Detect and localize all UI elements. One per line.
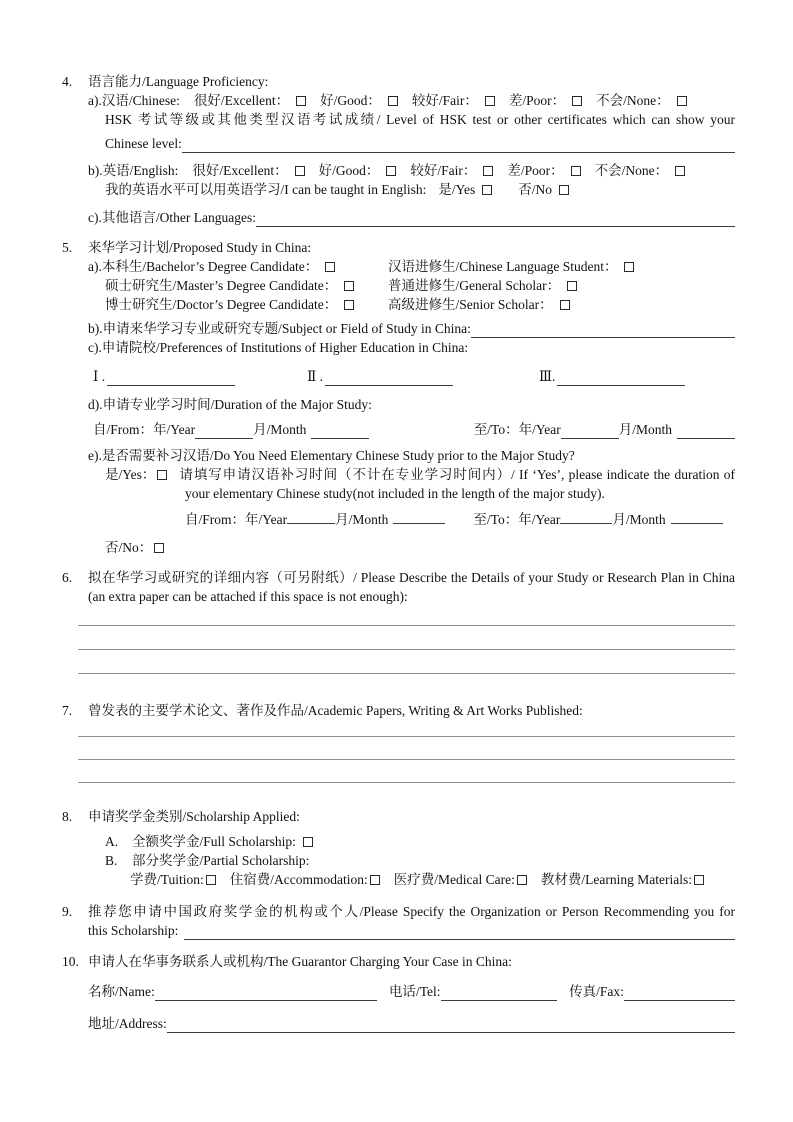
elem-from-month-field[interactable] — [393, 523, 445, 524]
address-label: 地址/Address: — [88, 1016, 167, 1031]
spacer — [369, 420, 473, 439]
checkbox-doctor[interactable] — [344, 300, 354, 310]
checkbox-chinese-good[interactable] — [388, 96, 398, 106]
from-label: 自/From： — [185, 512, 246, 527]
study-plan-title-line2: (an extra paper can be attached if this space is not enough): — [88, 589, 408, 604]
general-scholar-option — [388, 276, 735, 295]
option-label: 很好/Excellent： — [192, 163, 288, 178]
duration-label: d).申请专业学习时间/Duration of the Major Study: — [88, 397, 372, 412]
option-label: 差/Poor： — [508, 93, 566, 108]
option-label: 很好/Excellent： — [193, 93, 290, 108]
major-from-month-field[interactable] — [311, 420, 369, 439]
checkbox-master[interactable] — [344, 281, 354, 291]
bachelor-label: a).本科生/Bachelor’s Degree Candidate： — [88, 259, 319, 274]
elementary-chinese-question: e).是否需要补习汉语/Do You Need Elementary Chinese Study prior to the Major Study? — [88, 448, 575, 463]
section-number: 7. — [62, 703, 73, 718]
option-marker-b: B. — [105, 853, 118, 868]
checkbox-english-excellent[interactable] — [295, 166, 305, 176]
checkbox-tuition[interactable] — [206, 875, 216, 885]
checkbox-english-fair[interactable] — [483, 166, 493, 176]
chinese-level-label: Chinese level: — [105, 136, 182, 151]
from-label: 自/From： — [93, 422, 154, 437]
elementary-chinese-yes-row — [88, 465, 735, 484]
full-scholarship-row — [88, 832, 735, 851]
publications-write-line-1[interactable] — [78, 720, 735, 737]
month-label: 月/Month — [335, 512, 389, 527]
guarantor-contact-row — [88, 982, 735, 1001]
roman-one: Ⅰ . — [93, 369, 106, 384]
option-label: 好/Good： — [320, 93, 381, 108]
guarantor-address-field[interactable] — [167, 1014, 735, 1033]
tel-label: 电话/Tel: — [388, 984, 441, 999]
hsk-certificates-line: HSK 考试等级或其他类型汉语考试成绩/ Level of HSK test or other certificates which can show your — [105, 112, 735, 127]
chinese-proficiency-row — [88, 91, 735, 110]
section-number: 9. — [62, 904, 73, 919]
section-title: 来华学习计划/Proposed Study in China: — [88, 240, 312, 255]
study-plan-write-line-3[interactable] — [78, 650, 735, 674]
other-languages-label: c).其他语言/Other Languages: — [88, 210, 256, 225]
institution-preferences-row — [88, 367, 735, 386]
section-proposed-study — [62, 238, 735, 557]
option-label: 好/Good： — [318, 163, 380, 178]
subject-field-row — [88, 319, 735, 338]
study-plan-write-line-2[interactable] — [78, 626, 735, 650]
to-label: 至/To： — [473, 422, 519, 437]
major-study-duration-row — [88, 420, 735, 439]
option-marker-a: A. — [105, 834, 119, 849]
section-scholarship-applied — [62, 807, 735, 889]
checkbox-full-scholarship[interactable] — [303, 837, 313, 847]
partial-scholarship-row — [88, 851, 735, 870]
month-label: 月/Month — [618, 422, 672, 437]
checkbox-accommodation[interactable] — [370, 875, 380, 885]
year-label: 年/Year — [153, 422, 196, 437]
section-title: 语言能力/Language Proficiency: — [88, 74, 269, 89]
other-languages-row — [88, 208, 735, 227]
section-number: 10. — [62, 954, 79, 969]
checkbox-taught-english-no[interactable] — [559, 185, 569, 195]
elementary-duration-row — [88, 510, 735, 529]
subject-field-label: b).申请来华学习专业或研究专题/Subject or Field of Study in China: — [88, 321, 471, 336]
checkbox-english-none[interactable] — [675, 166, 685, 176]
section-number: 5. — [62, 240, 73, 255]
english-label: b).英语/English: — [88, 163, 179, 178]
roman-two: Ⅱ . — [307, 369, 324, 384]
master-option — [88, 276, 388, 295]
option-label: 较好/Fair： — [411, 93, 478, 108]
option-label: 不会/None： — [596, 93, 670, 108]
year-label: 年/Year — [245, 512, 288, 527]
elem-to-year-field[interactable] — [560, 523, 612, 524]
partial-scholarship-label: 部分奖学金/Partial Scholarship: — [132, 853, 310, 868]
section-guarantor — [62, 952, 735, 1033]
bachelor-option — [88, 257, 388, 276]
chinese-level-field[interactable] — [182, 134, 735, 153]
guarantor-name-field[interactable] — [155, 982, 377, 1001]
checkbox-medical-care[interactable] — [517, 875, 527, 885]
elem-from-year-field[interactable] — [287, 523, 335, 524]
this-scholarship-label: this Scholarship: — [88, 923, 179, 938]
other-languages-field[interactable] — [256, 208, 735, 227]
study-plan-write-line-1[interactable] — [78, 606, 735, 626]
section-number: 4. — [62, 74, 73, 89]
section-recommending-org — [62, 902, 735, 940]
senior-scholar-label: 高级进修生/Senior Scholar： — [388, 297, 553, 312]
taught-in-english-row — [88, 180, 735, 199]
checkbox-chinese-fair[interactable] — [485, 96, 495, 106]
subject-field-input[interactable] — [471, 319, 735, 338]
no-label: 否/No： — [105, 540, 153, 555]
checkbox-bachelor[interactable] — [325, 262, 335, 272]
general-scholar-label: 普通进修生/General Scholar： — [388, 278, 561, 293]
no-label: 否/No — [518, 182, 552, 197]
institution-1-field[interactable] — [107, 367, 235, 386]
recommending-title-line2-row — [88, 921, 735, 940]
option-label: 不会/None： — [594, 163, 669, 178]
chinese-language-student-option — [388, 257, 735, 276]
chinese-language-student-label: 汉语进修生/Chinese Language Student： — [388, 259, 618, 274]
institution-3-field[interactable] — [557, 367, 685, 386]
study-plan-title-line1: 拟在华学习或研究的详细内容（可另附纸）/ Please Describe the Details of your Study or Research Plan in China — [88, 570, 735, 585]
checkbox-elementary-chinese-no[interactable] — [154, 543, 164, 553]
year-label: 年/Year — [518, 422, 561, 437]
option-label: 较好/Fair： — [410, 163, 477, 178]
name-label: 名称/Name: — [88, 984, 155, 999]
section-number: 6. — [62, 570, 73, 585]
checkbox-chinese-language-student[interactable] — [624, 262, 634, 272]
month-label: 月/Month — [612, 512, 666, 527]
checkbox-general-scholar[interactable] — [567, 281, 577, 291]
guarantor-fax-field[interactable] — [624, 982, 735, 1001]
study-category-grid — [88, 257, 735, 314]
checkbox-english-good[interactable] — [386, 166, 396, 176]
year-label: 年/Year — [518, 512, 561, 527]
doctor-option — [88, 295, 388, 314]
english-proficiency-row — [88, 161, 735, 180]
institution-2-field[interactable] — [325, 367, 453, 386]
guarantor-title: 申请人在华事务联系人或机构/The Guarantor Charging Your Case in China: — [88, 954, 512, 969]
yes-label: 是/Yes — [438, 182, 476, 197]
accommodation-label: 住宿费/Accommodation: — [229, 872, 368, 887]
major-from-year-field[interactable] — [195, 420, 253, 439]
checkbox-chinese-excellent[interactable] — [296, 96, 306, 106]
tuition-label: 学费/Tuition: — [130, 872, 204, 887]
checkbox-elementary-chinese-yes[interactable] — [157, 470, 167, 480]
checkbox-senior-scholar[interactable] — [560, 300, 570, 310]
guarantor-tel-field[interactable] — [441, 982, 558, 1001]
to-label: 至/To： — [473, 512, 519, 527]
recommending-org-field[interactable] — [184, 921, 735, 940]
section-publications — [62, 701, 735, 783]
senior-scholar-option — [388, 295, 735, 314]
checkbox-chinese-poor[interactable] — [572, 96, 582, 106]
scholarship-title: 申请奖学金类别/Scholarship Applied: — [88, 809, 300, 824]
guarantor-address-row — [88, 1014, 735, 1033]
doctor-label: 博士研究生/Doctor’s Degree Candidate： — [105, 297, 338, 312]
major-to-month-field[interactable] — [677, 420, 735, 439]
section-number: 8. — [62, 809, 73, 824]
checkbox-taught-english-yes[interactable] — [482, 185, 492, 195]
master-label: 硕士研究生/Master’s Degree Candidate： — [105, 278, 338, 293]
option-label: 差/Poor： — [507, 163, 564, 178]
yes-note-line1: 请填写申请汉语补习时间（不计在专业学习时间内）/ If ‘Yes’, please indicate the duration of — [179, 467, 735, 482]
section-study-plan — [62, 568, 735, 674]
publications-write-line-3[interactable] — [78, 760, 735, 783]
publications-title: 曾发表的主要学术论文、著作及作品/Academic Papers, Writing & Art Works Published: — [88, 703, 583, 718]
yes-label: 是/Yes： — [105, 467, 156, 482]
medical-care-label: 医疗费/Medical Care: — [393, 872, 515, 887]
elem-to-month-field[interactable] — [671, 523, 723, 524]
full-scholarship-label: 全额奖学金/Full Scholarship: — [132, 834, 296, 849]
yes-note-line2: your elementary Chinese study(not included in the length of the major study). — [185, 486, 605, 501]
roman-three: Ⅲ. — [539, 369, 556, 384]
taught-in-english-label: 我的英语水平可以用英语学习/I can be taught in English: — [105, 182, 427, 197]
section-language-proficiency — [62, 72, 735, 227]
partial-scholarship-options-row — [88, 870, 735, 889]
elementary-chinese-no-row — [88, 538, 735, 557]
checkbox-english-poor[interactable] — [571, 166, 581, 176]
chinese-level-row — [88, 134, 735, 153]
publications-write-line-2[interactable] — [78, 737, 735, 760]
month-label: 月/Month — [253, 422, 307, 437]
major-to-year-field[interactable] — [561, 420, 619, 439]
institutions-label: c).申请院校/Preferences of Institutions of Higher Education in China: — [88, 340, 469, 355]
recommending-title-line1: 推荐您申请中国政府奖学金的机构或个人/Please Specify the Organization or Person Recommending you for — [88, 904, 735, 919]
chinese-label: a).汉语/Chinese: — [88, 93, 180, 108]
checkbox-learning-materials[interactable] — [694, 875, 704, 885]
fax-label: 传真/Fax: — [569, 984, 624, 999]
checkbox-chinese-none[interactable] — [677, 96, 687, 106]
learning-materials-label: 教材费/Learning Materials: — [540, 872, 692, 887]
